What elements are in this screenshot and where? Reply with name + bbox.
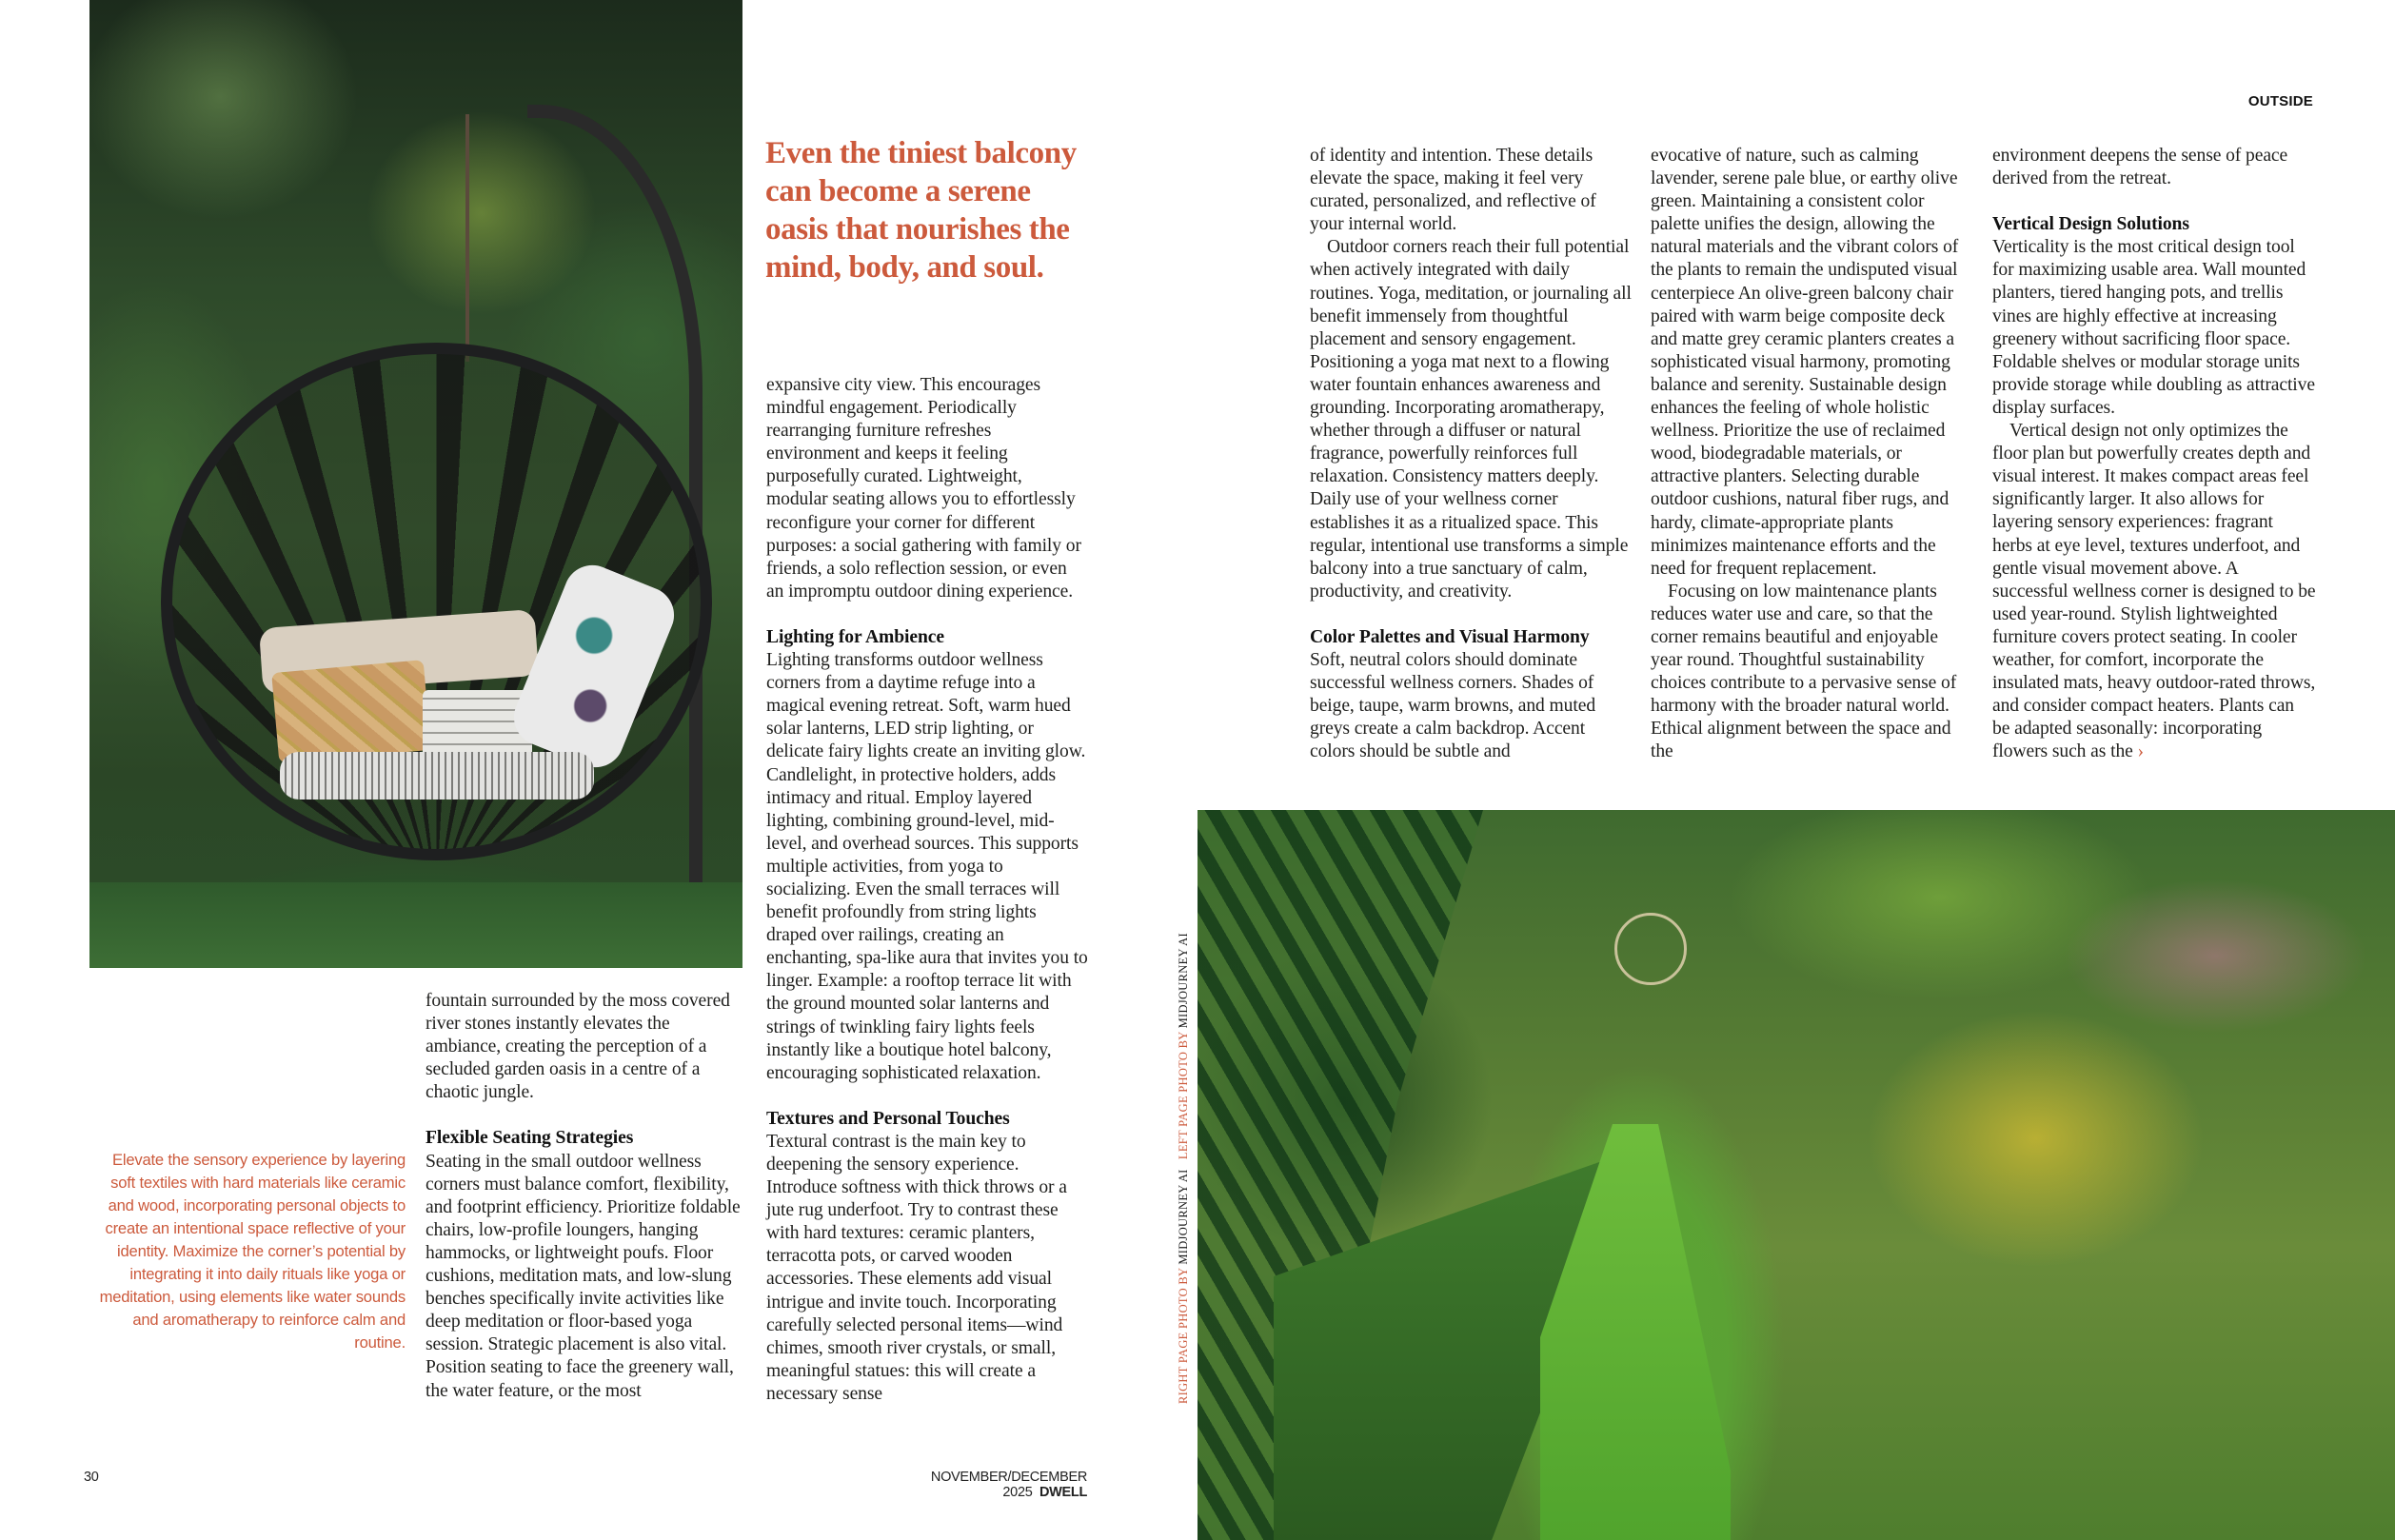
paragraph: Seating in the small outdoor wellness corners must balance comfort, flexibility, and footprint efficiency. Prioritize foldable chairs, low-profile loungers, hanging hammocks, or lightweight poufs. Floor cushions, meditation mats, and low-slung benches specifically invite activities like deep meditation or floor-based yoga session. Strategic placement is also vital. Position seating to face the greenery wall, the water feature, or the most <box>426 1151 741 1401</box>
paragraph: Focusing on low maintenance plants reduces water use and care, so that the corner remains beautiful and enjoyable year round. Thoughtful sustainability choices contribute to a pervasive sense of harmony with the broader natural world. Ethical alignment between the space and the <box>1651 581 1957 762</box>
chair-chain <box>465 114 469 362</box>
right-page-column-2 <box>1651 145 1974 764</box>
left-page-photo <box>89 0 742 968</box>
photo-caption: Elevate the sensory experience by layering soft textiles with hard materials like ceramic and wood, incorporating personal objects to create an intentional space reflective of your identity. Maximize the corner’s potential by integrating it into daily rituals like yoga or meditation, using elements like water sounds and aromatherapy to reinforce calm and routine. <box>99 1151 406 1352</box>
subhead-seating: Flexible Seating Strategies <box>426 1128 634 1149</box>
pull-quote: Even the tiniest balcony can become a serene oasis that nourishes the mind, body, and soul. <box>765 136 1077 285</box>
left-page-column-a <box>426 990 745 1403</box>
section-label: OUTSIDE <box>2247 93 2313 109</box>
subhead-color: Color Palettes and Visual Harmony <box>1310 626 1590 647</box>
credit-right-label: RIGHT PAGE PHOTO BY <box>1177 1268 1190 1404</box>
continue-arrow-icon: › <box>2137 741 2144 762</box>
paragraph: fountain surrounded by the moss covered river stones instantly elevates the ambiance, creating the perception of a secluded garden oasis in a centre of a chaotic jungle. <box>426 991 730 1103</box>
paragraph <box>1992 420 2316 763</box>
armillary-sphere <box>1614 913 1687 985</box>
credit-right-name: MIDJOURNEY AI <box>1177 1169 1190 1265</box>
paragraph: of identity and intention. These details elevate the space, making it feel very curated, personalized, and reflective of your internal world. <box>1310 146 1596 235</box>
right-page-column-1 <box>1310 145 1632 763</box>
paragraph: evocative of nature, such as calming lavender, serene pale blue, or earthy olive green. Maintaining a consistent color palette unifies the design, allowing the natural materials and the vibrant colors of the plants to remain the undisputed visual centerpiece An olive-green balcony chair paired with warm beige composite deck and matte grey ceramic planters creates a sophisticated visual harmony, promoting balance and serenity. Sustainable design enhances the feeling of whole holistic wellness. Prioritize the use of reclaimed wood, biodegradable materials, or attractive planters. Selecting durable outdoor cushions, natural fiber rugs, and hardy, climate-appropriate plants minimizes maintenance efforts and the need for frequent replacement. <box>1651 146 1959 579</box>
magazine-name: DWELL <box>1039 1485 1087 1500</box>
subhead-vertical: Vertical Design Solutions <box>1992 214 2189 235</box>
geometric-cushion <box>271 660 431 763</box>
paragraph: Textural contrast is the main key to deepening the sensory experience. Introduce softness with thick throws or a jute rug underfoot. Try to contrast these with hard textures: ceramic planters, terracotta pots, or carved wooden accessories. These elements add visual intrigue and invite touch. Incorporating carefully selected personal items—wind chimes, smooth river crystals, or small, meaningful statues: this will create a necessary sense <box>766 1131 1067 1404</box>
subhead-lighting: Lighting for Ambience <box>766 626 944 647</box>
paragraph-text: Vertical design not only optimizes the floor plan but powerfully creates depth and visual interest. It makes compact areas feel significantly larger. It also allows for layering sensory experiences: fragrant herbs at eye level, textures underfoot, and gentle visual movement above. A successful wellness corner is designed to be used year-round. Stylish lightweighted furniture covers protect seating. In cooler weather, for comfort, incorporate the insulated mats, heavy outdoor-rated throws, and consider compact heaters. Plants can be adapted seasonally: incorporating flowers such as the <box>1992 421 2316 762</box>
lawn <box>89 882 742 968</box>
paragraph: expansive city view. This encourages mindful engagement. Periodically rearranging furniture refreshes environment and keeps it feeling purposefully curated. Lightweight, modular seating allows you to effortlessly reconfigure your corner for different purposes: a social gathering with family or friends, a solo reflection session, or even an impromptu outdoor dining experience. <box>766 375 1081 602</box>
paragraph: Outdoor corners reach their full potential when actively integrated with daily routines. Yoga, meditation, or journaling all benefit immensely from thoughtful placement and sensory engagement. Positioning a yoga mat next to a flowing water fountain enhances awareness and grounding. Incorporating aromatherapy, whether through a diffuser or natural fragrance, powerfully reinforces full relaxation. Consistency matters deeply. Daily use of your wellness corner establishes it as a ritualized space. This regular, intentional use transforms a simple balcony into a true sanctuary of calm, productivity, and creativity. <box>1310 237 1632 602</box>
folio <box>849 1470 1087 1500</box>
credit-left-label: LEFT PAGE PHOTO BY <box>1177 1031 1190 1160</box>
subhead-textures: Textures and Personal Touches <box>766 1108 1010 1129</box>
paragraph: Soft, neutral colors should dominate successful wellness corners. Shades of beige, taupe, warm browns, and muted greys create a calm backdrop. Accent colors should be subtle and <box>1310 649 1596 762</box>
paragraph: Verticality is the most critical design tool for maximizing usable area. Wall mounted planters, tiered hanging pots, and trellis vines are highly effective at increasing greenery without sacrificing floor space. Foldable shelves or modular storage units provide storage while doubling as attractive display surfaces. <box>1992 237 2315 418</box>
page-number: 30 <box>84 1470 99 1485</box>
paragraph: environment deepens the sense of peace derived from the retreat. <box>1992 146 2288 189</box>
credit-left-name: MIDJOURNEY AI <box>1177 933 1190 1029</box>
photo-credit <box>1177 933 1191 1404</box>
left-page-column-b <box>766 374 1088 1406</box>
right-page-photo <box>1198 810 2395 1540</box>
issue-date: NOVEMBER/DECEMBER 2025 <box>930 1470 1087 1500</box>
striped-seat-cushion <box>280 752 594 800</box>
paragraph: Lighting transforms outdoor wellness corners from a daytime refuge into a magical evening retreat. Soft, warm hued solar lanterns, LED strip lighting, or delicate fairy lights create an inviting glow. Candlelight, in protective holders, adds intimacy and ritual. Employ layered lighting, combining ground-level, mid-level, and overhead sources. This supports multiple activities, from yoga to socializing. Even the small terraces will benefit profoundly from string lights draped over railings, creating an enchanting, spa-like aura that invites you to linger. Example: a rooftop terrace lit with the ground mounted solar lanterns and strings of twinkling fairy lights feels instantly like a boutique hotel balcony, encouraging sophisticated relaxation. <box>766 650 1088 1083</box>
right-page-column-3 <box>1992 145 2316 763</box>
